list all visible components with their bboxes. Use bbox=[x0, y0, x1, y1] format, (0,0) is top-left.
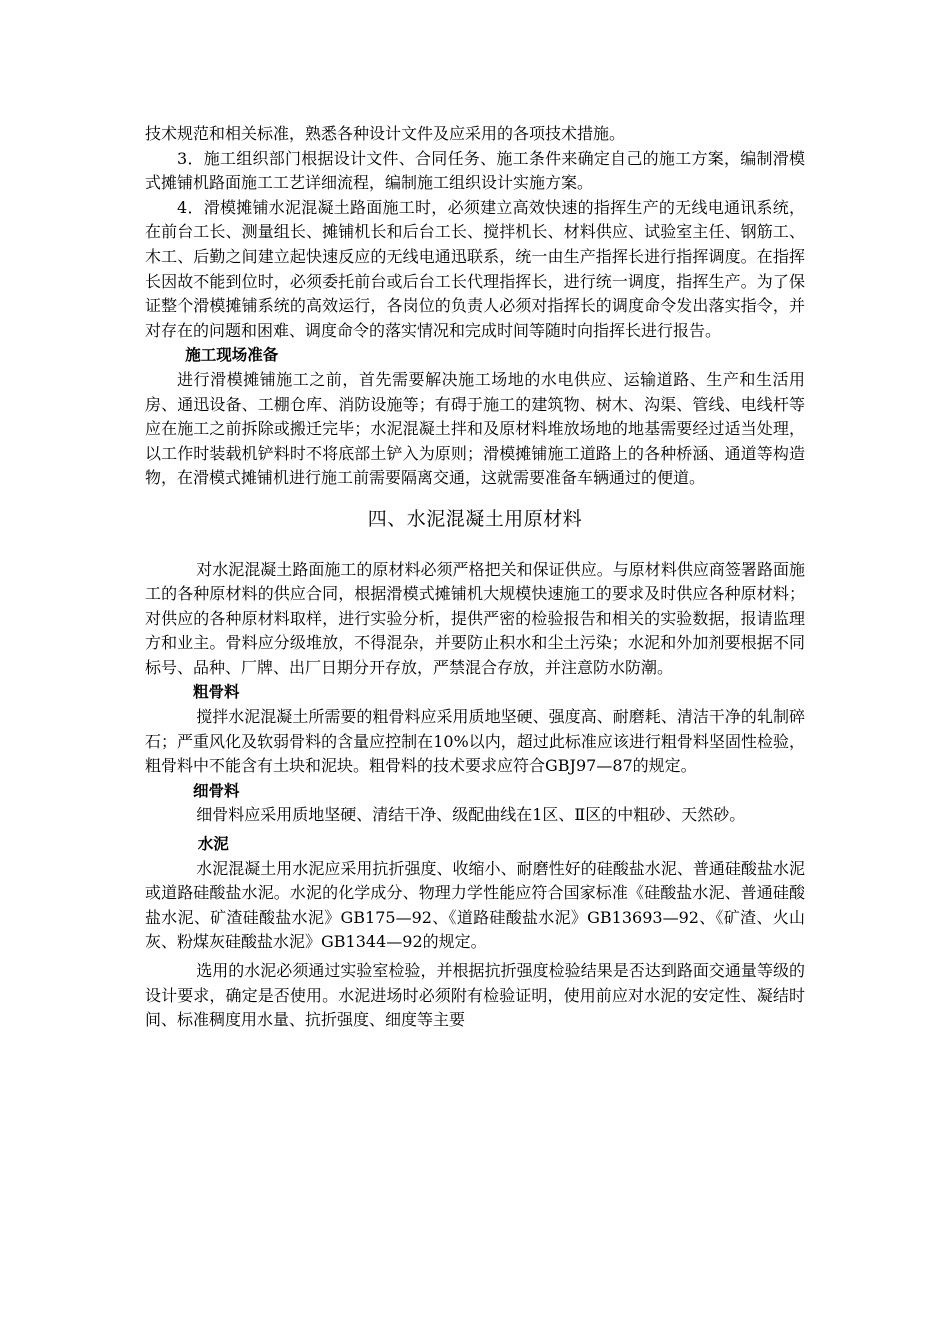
paragraph-tech-standards: 技术规范和相关标准，熟悉各种设计文件及应采用的各项技术措施。 bbox=[145, 124, 626, 143]
paragraph-coarse-aggregate: 搅拌水泥混凝土所需要的粗骨料应采用质地坚硬、强度高、耐磨耗、清洁干净的轧制碎石；严重风化及软弱骨料的含量应控制在10%以内，超过此标准应该进行粗骨料坚固性检验，粗骨料中不能含有土块和泥块。粗骨料的技术要求应符合GBJ97—87的规定。 bbox=[145, 707, 805, 776]
paragraph-item-4: 4．滑模摊铺水泥混凝土路面施工时，必须建立高效快速的指挥生产的无线电通讯系统，在前台工长、测量组长、摊铺机长和后台工长、搅拌机长、材料供应、试验室主任、钢筋工、木工、后勤之间建立起快速反应的无线电通迅联系，统一由生产指挥长进行指挥调度。在指挥长因故不能到位时，必须委托前台或后台工长代理指挥长，进行统一调度，指挥生产。为了保证整个滑模摊铺系统的高效运行，各岗位的负责人必须对指挥长的调度命令发出落实指令，并对存在的问题和困难、调度命令的落实情况和完成时间等随时向指挥长进行报告。 bbox=[145, 197, 805, 340]
paragraph-item-3: 3．施工组织部门根据设计文件、合同任务、施工条件来确定自己的施工方案，编制滑模式摊铺机路面施工工艺详细流程，编制施工组织设计实施方案。 bbox=[145, 148, 805, 193]
heading-cement: 水泥 bbox=[197, 835, 229, 854]
heading-fine-aggregate: 细骨料 bbox=[193, 781, 240, 800]
heading-site-preparation: 施工现场准备 bbox=[185, 346, 279, 365]
paragraph-fine-aggregate: 细骨料应采用质地坚硬、清结干净、级配曲线在1区、Ⅱ区的中粗砂、天然砂。 bbox=[196, 805, 746, 825]
document-page bbox=[145, 122, 805, 1033]
section-title-raw-materials: 四、水泥混凝土用原材料 bbox=[367, 507, 583, 530]
paragraph-cement-types: 水泥混凝土用水泥应采用抗折强度、收缩小、耐磨性好的硅酸盐水泥、普通硅酸盐水泥或道路硅酸盐水泥。水泥的化学成分、物理力学性能应符合国家标准《硅酸盐水泥、普通硅酸盐水泥、矿渣硅酸盐水泥》GB175—92、《道路硅酸盐水泥》GB13693—92、《矿渣、火山灰、粉煤灰硅酸盐水泥》GB1344—92的规定。 bbox=[145, 858, 805, 952]
paragraph-raw-materials-intro: 对水泥混凝土路面施工的原材料必须严格把关和保证供应。与原材料供应商签署路面施工的各种原材料的供应合同，根据滑模式摊铺机大规模快速施工的要求及时供应各种原材料；对供应的各种原材料取样，进行实验分析，提供严密的检验报告和相关的实验数据，报请监理方和业主。骨料应分级堆放，不得混杂，并要防止积水和尘土污染；水泥和外加剂要根据不同标号、品种、厂牌、出厂日期分开存放，严禁混合存放，并注意防水防潮。 bbox=[145, 559, 805, 677]
heading-coarse-aggregate: 粗骨料 bbox=[193, 683, 240, 702]
paragraph-site-preparation: 进行滑模摊铺施工之前，首先需要解决施工场地的水电供应、运输道路、生产和生活用房、通迅设备、工棚仓库、消防设施等；有碍于施工的建筑物、树木、沟渠、管线、电线杆等应在施工之前拆除或搬迁完毕；水泥混凝土拌和及原材料堆放场地的地基需要经过适当处理，以工作时装载机铲料时不将底部土铲入为原则；滑模摊铺施工道路上的各种桥涵、通道等构造物，在滑模式摊铺机进行施工前需要隔离交通，这就需要准备车辆通过的便道。 bbox=[145, 369, 805, 488]
paragraph-cement-testing: 选用的水泥必须通过实验室检验，并根据抗折强度检验结果是否达到路面交通量等级的设计要求，确定是否使用。水泥进场时必须附有检验证明，使用前应对水泥的安定性、凝结时间、标准稠度用水量、抗折强度、细度等主要 bbox=[145, 961, 805, 1030]
